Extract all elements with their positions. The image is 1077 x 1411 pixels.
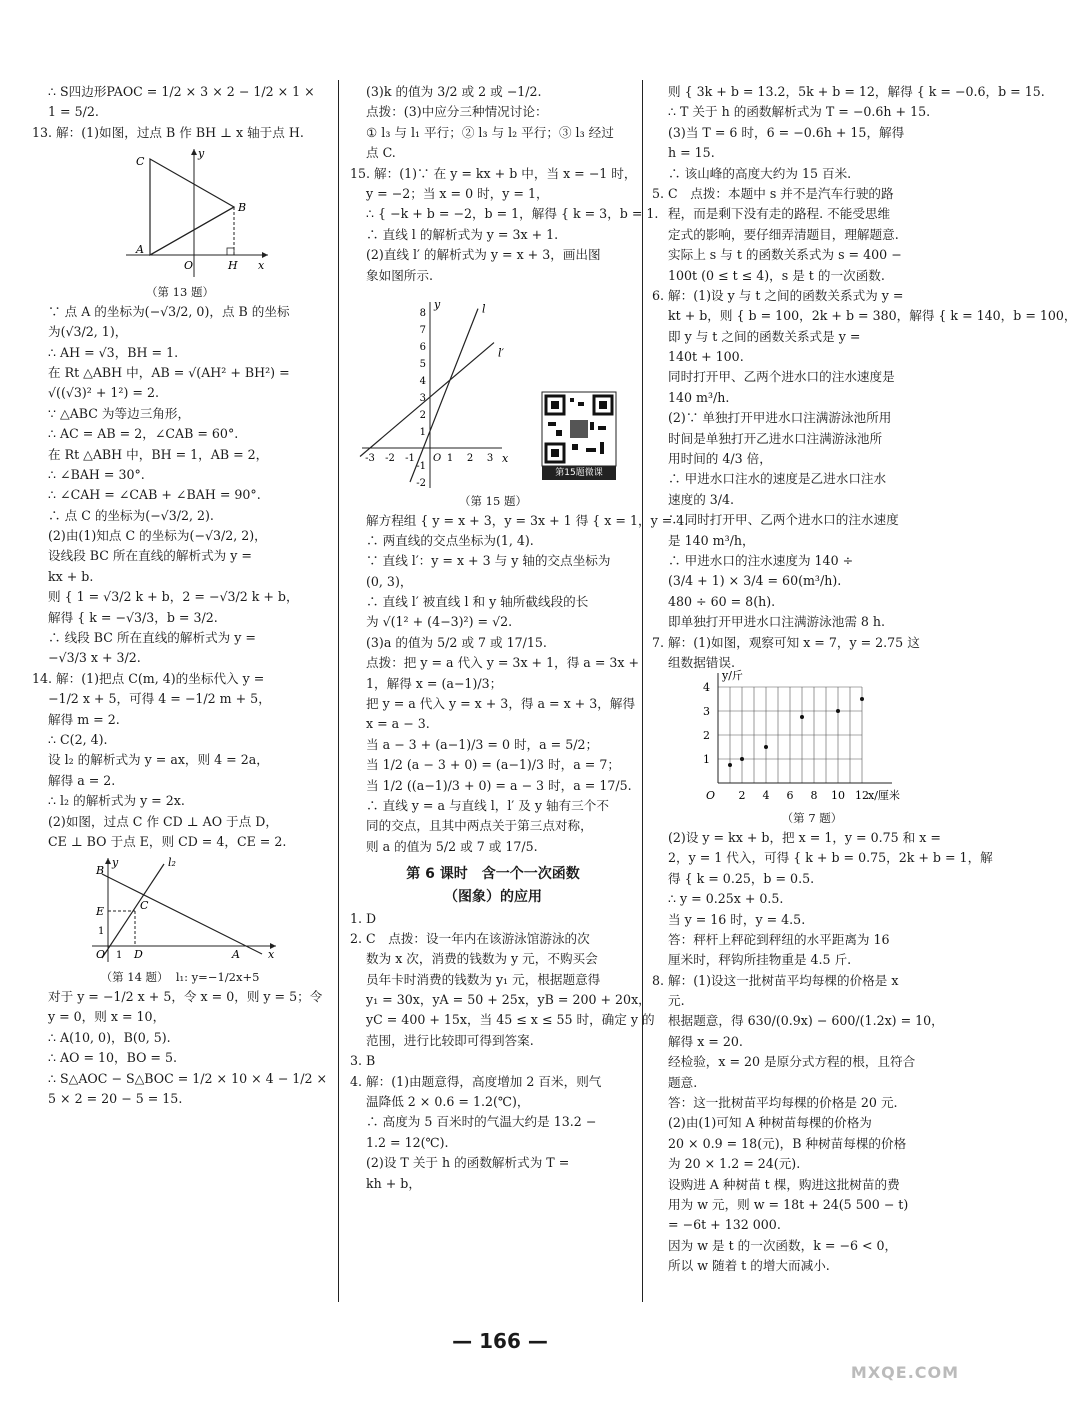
figure-15-chart — [360, 288, 530, 488]
equation-system: 解方程组 { y = x + 3，y = 3x + 1 得 { x = 1，y = 4. — [366, 512, 689, 528]
svg-text:A: A — [136, 243, 144, 257]
column-divider-2 — [642, 80, 643, 1302]
text-line: 温降低 2 × 0.6 = 1.2(℃)， — [366, 1094, 530, 1110]
text-line: 对于 y = −1/2 x + 5，令 x = 0，则 y = 5；令 — [48, 988, 323, 1004]
text-line: 为 20 × 1.2 = 24(元). — [668, 1156, 801, 1172]
text-line: 实际上 s 与 t 的函数关系式为 s = 400 − — [668, 247, 902, 263]
section-title: 第 6 课时 含一个一次函数 — [406, 866, 580, 883]
svg-text:y: y — [112, 856, 119, 870]
text-line: 1 = 5/2. — [48, 104, 99, 120]
svg-text:O: O — [96, 948, 106, 962]
text-line: −1/2 x + 5，可得 4 = −1/2 m + 5， — [48, 691, 271, 707]
text-line: ∴ S四边形PAOC = 1/2 × 3 × 2 − 1/2 × 1 × — [48, 84, 315, 99]
text-line: y = −2；当 x = 0 时，y = 1， — [366, 185, 549, 201]
figure-14 — [82, 854, 282, 966]
text-line: kx + b. — [48, 568, 94, 584]
x-tick-label: 8 — [810, 789, 818, 803]
x-tick-label: 2 — [466, 452, 474, 464]
y-tick-label: 1 — [419, 426, 426, 438]
text-line: ∴ y = 0.25x + 0.5. — [668, 891, 784, 907]
data-point — [836, 709, 840, 713]
column-1 — [32, 82, 328, 1109]
text-line: 员年卡时消费的钱数为 y₁ 元，根据题意得 — [366, 971, 601, 987]
text-line: CE ⊥ BO 于点 E，则 CD = 4，CE = 2. — [48, 833, 287, 849]
text-line: 解得 m = 2. — [48, 711, 120, 727]
y-tick-label: -1 — [416, 460, 426, 472]
text-line: (2)设 T 关于 h 的函数解析式为 T = — [366, 1155, 570, 1171]
text-line: 480 ÷ 60 = 8(h). — [668, 593, 776, 609]
y-tick-label: 4 — [419, 375, 426, 387]
text-line: 在 Rt △ABH 中，BH = 1，AB = 2， — [48, 446, 269, 462]
text-line: 元. — [668, 993, 685, 1009]
text-line: 为 √(1² + (4−3)²) = √2. — [366, 614, 513, 630]
text-line: 同的交点，且其中两点关于第三点对称， — [366, 818, 593, 834]
text-line: 当 1/2 (a − 3 + 0) = (a−1)/3 时，a = 7； — [366, 757, 620, 773]
y-tick-label: 2 — [703, 729, 710, 743]
text-line: 为(√3/2, 1)， — [48, 324, 128, 340]
answer-5: 5. C 点拨：本题中 s 并不是汽车行驶的路 — [652, 185, 894, 201]
figure-7-chart — [682, 669, 912, 807]
text-line: (2)如图，过点 C 作 CD ⊥ AO 于点 D， — [48, 813, 278, 829]
x-tick-label: 12 — [855, 789, 869, 803]
text-line: 定式的影响，要仔细弄清题目，理解题意. — [668, 226, 899, 242]
page-number: — 166 — — [452, 1329, 548, 1353]
text-line: = −6t + 132 000. — [668, 1217, 781, 1233]
x-tick-label: 2 — [738, 789, 746, 803]
text-line: 140 m³/h. — [668, 389, 730, 405]
x-tick-label: 6 — [786, 789, 794, 803]
text-line: 组数据错误. — [668, 654, 735, 670]
text-line: ∴ ∠BAH = 30°. — [48, 466, 145, 482]
tip-line: 点拨：把 y = a 代入 y = 3x + 1，得 a = 3x + — [366, 655, 640, 671]
text-line: 1.2 = 12(℃). — [366, 1134, 449, 1150]
svg-text:D: D — [134, 948, 143, 962]
svg-text:1: 1 — [116, 950, 123, 962]
text-line: −√3/3 x + 3/2. — [48, 650, 141, 666]
y-tick-label: 5 — [419, 358, 426, 370]
text-line: 则 a 的值为 5/2 或 7 或 17/5. — [366, 838, 538, 854]
figure-14-caption-text: （第 14 题） — [100, 970, 169, 985]
text-line: 同时打开甲、乙两个进水口的注水速度是 — [668, 369, 895, 385]
svg-text:y: y — [198, 147, 205, 161]
answer-8: 8. 解：(1)设这一批树苗平均每棵的价格是 x — [652, 972, 899, 988]
text-line: 当 1/2 ((a−1)/3 + 0) = a − 3 时，a = 17/5. — [366, 777, 632, 793]
y-tick-label: 4 — [703, 681, 710, 695]
text-line: ∴ T 关于 h 的函数解析式为 T = −0.6h + 15. — [668, 104, 931, 120]
text-line: (0, 3)， — [366, 573, 413, 589]
text-line: ∵ △ABC 为等边三角形， — [48, 405, 191, 421]
data-point — [860, 697, 864, 701]
text-line: (2)∵ 单独打开甲进水口注满游泳池所用 — [668, 410, 892, 426]
text-line: ∴ S△AOC − S△BOC = 1/2 × 10 × 4 − 1/2 × — [48, 1070, 328, 1086]
text-line: 根据题意，得 630/(0.9x) − 600/(1.2x) = 10， — [668, 1013, 944, 1029]
text-line: y₁ = 30x，yA = 50 + 25x，yB = 200 + 20x， — [366, 992, 651, 1008]
figure-14-line-label: l₁: y=−1/2x+5 — [175, 970, 260, 985]
text-line: 厘米时，秤钩所挂物重是 4.5 斤. — [668, 952, 852, 968]
svg-text:1: 1 — [98, 926, 105, 938]
y-tick-label: 2 — [419, 409, 426, 421]
text-line: (2)由(1)知点 C 的坐标为(−√3/2, 2)， — [48, 528, 267, 544]
section-subtitle: （图象）的应用 — [444, 888, 542, 905]
text-line: ∴ 两直线的交点坐标为(1, 4). — [366, 532, 534, 548]
text-line: 5 × 2 = 20 − 5 = 15. — [48, 1090, 183, 1106]
text-line: 用为 w 元，则 w = 18t + 24(5 500 − t) — [668, 1196, 909, 1212]
svg-text:H: H — [228, 259, 238, 273]
column-3 — [652, 82, 1077, 1277]
text-line: 设 l₂ 的解析式为 y = ax，则 4 = 2a， — [48, 752, 269, 768]
text-line: 点 C. — [366, 145, 396, 161]
data-point — [740, 757, 744, 761]
equation-system: 则 { 3k + b = 13.2，5k + b = 12，解得 { k = −0.6，b = 15. — [668, 84, 1045, 99]
y-tick-label: 6 — [419, 341, 426, 353]
text-line: 用时间的 4/3 倍， — [668, 451, 772, 467]
y-tick-label: 3 — [703, 705, 710, 719]
answer-1: 1. D — [350, 910, 377, 926]
text-line: 当 a − 3 + (a−1)/3 = 0 时，a = 5/2； — [366, 736, 599, 752]
x-tick-label: 10 — [831, 789, 845, 803]
text-line: 所以 w 随着 t 的增大而减小. — [668, 1258, 830, 1274]
series-label: l — [482, 302, 486, 316]
answer-6: 6. 解：(1)设 y 与 t 之间的函数关系式为 y = — [652, 287, 904, 303]
text-line: y = 0，则 x = 10， — [48, 1009, 166, 1025]
svg-text:O: O — [184, 259, 194, 273]
data-point — [764, 745, 768, 749]
answer-2: 2. C 点拨：设一年内在该游泳馆游泳的次 — [350, 930, 590, 946]
figure-13-caption: （第 13 题） — [146, 285, 214, 300]
answer-3: 3. B — [350, 1053, 376, 1069]
text-line: 即单独打开甲进水口注满游泳池需 8 h. — [668, 614, 886, 630]
x-tick-label: 3 — [486, 452, 494, 464]
figure-15-block — [350, 286, 636, 492]
text-line: ∵ 同时打开甲、乙两个进水口的注水速度 — [668, 512, 899, 528]
text-line: 题意. — [668, 1074, 698, 1090]
y-tick-label: 3 — [419, 392, 426, 404]
text-line: 解得 a = 2. — [48, 772, 116, 788]
text-line: 解得 x = 20. — [668, 1033, 743, 1049]
text-line: ∴ 直线 l′ 被直线 l 和 y 轴所截线段的长 — [366, 594, 589, 610]
svg-text:l₂: l₂ — [168, 856, 176, 870]
y-axis-label: y — [434, 297, 441, 311]
text-line: x = a − 3. — [366, 716, 430, 732]
qr-code[interactable] — [542, 392, 616, 466]
answer-4: 4. 解：(1)由题意得，高度增加 2 百米，则气 — [350, 1073, 602, 1089]
text-line: ∴ 甲进水口注水的速度是乙进水口注水 — [668, 471, 887, 487]
qr-label: 第15题微课 — [542, 466, 616, 480]
text-line: ∴ 高度为 5 百米时的气温大约是 13.2 − — [366, 1114, 597, 1130]
y-tick-label: 7 — [419, 324, 426, 336]
text-line: 速度的 3/4. — [668, 491, 735, 507]
equation-system: 2，y = 1 代入，可得 { k + b = 0.75，2k + b = 1，解 — [668, 850, 993, 866]
equation-system: kt + b，则 { b = 100，2k + b = 380，解得 { k = 140，b = 100， — [668, 308, 1077, 324]
x-axis-label: x — [502, 451, 509, 465]
text-line: ∴ AO = 10，BO = 5. — [48, 1050, 177, 1066]
figure-15-caption: （第 15 题） — [459, 493, 527, 508]
text-line: kh + b， — [366, 1175, 421, 1191]
y-tick-label: -2 — [416, 477, 426, 489]
svg-text:x: x — [268, 948, 275, 962]
text-line: 把 y = a 代入 y = x + 3，得 a = x + 3，解得 — [366, 696, 636, 712]
svg-text:x: x — [258, 259, 265, 273]
figure-14-caption — [32, 968, 328, 987]
text-line: 即 y 与 t 之间的函数关系式是 y = — [668, 328, 861, 344]
text-line: (3/4 + 1) × 3/4 = 60(m³/h). — [668, 573, 842, 589]
problem-14-heading: 14. 解：(1)把点 C(m, 4)的坐标代入 y = — [32, 670, 265, 686]
x-tick-label: -1 — [405, 452, 415, 464]
text-line: 数为 x 次，消费的钱数为 y 元，不购买会 — [366, 951, 598, 967]
text-line: √((√3)² + 1²) = 2. — [48, 385, 159, 401]
text-line: 答：这一批树苗平均每棵的价格是 20 元. — [668, 1095, 898, 1111]
text-line: ∴ A(10, 0)，B(0, 5). — [48, 1029, 171, 1045]
text-line: ∵ 点 A 的坐标为(−√3/2, 0)，点 B 的坐标 — [48, 303, 290, 319]
text-line: (3)k 的值为 3/2 或 2 或 −1/2. — [366, 84, 542, 99]
text-line: 1，解得 x = (a−1)/3； — [366, 675, 503, 691]
text-line: (2)设 y = kx + b，把 x = 1，y = 0.75 和 x = — [668, 829, 941, 845]
text-line: (3)当 T = 6 时，6 = −0.6h + 15，解得 — [668, 124, 905, 140]
equation-system: 则 { 1 = √3/2 k + b，2 = −√3/2 k + b， — [48, 589, 299, 605]
text-line: 范围，进行比较即可得到答案. — [366, 1032, 534, 1048]
equation-solution: 得 { k = 0.25，b = 0.5. — [668, 870, 815, 886]
svg-text:B: B — [238, 201, 247, 215]
text-line: yC = 400 + 15x，当 45 ≤ x ≤ 55 时，确定 y 的 — [366, 1012, 655, 1028]
svg-text:B: B — [96, 864, 105, 878]
column-2 — [350, 82, 689, 1194]
text-line: ∴ ∠CAH = ∠CAB + ∠BAH = 90°. — [48, 487, 261, 503]
text-line: ∴ 甲进水口的注水速度为 140 ÷ — [668, 552, 854, 568]
text-line: ∴ l₂ 的解析式为 y = 2x. — [48, 793, 185, 809]
text-line: 20 × 0.9 = 18(元)，B 种树苗每棵的价格 — [668, 1135, 907, 1151]
text-line: (2)直线 l′ 的解析式为 y = x + 3，画出图 — [366, 247, 601, 263]
tip-line: 点拨：(3)中应分三种情况讨论： — [366, 104, 548, 120]
problem-15-heading: 15. 解：(1)∵ 在 y = kx + b 中，当 x = −1 时， — [350, 165, 637, 181]
text-line: 答：秤杆上秤砣到秤纽的水平距离为 16 — [668, 931, 890, 947]
text-line: 当 y = 16 时，y = 4.5. — [668, 911, 806, 927]
problem-13-heading: 13. 解：(1)如图，过点 B 作 BH ⊥ x 轴于点 H. — [32, 124, 304, 140]
text-line: ∴ C(2, 4). — [48, 732, 108, 747]
y-axis-label: y/斤 — [722, 669, 743, 683]
x-tick-label: -2 — [385, 452, 395, 464]
text-line: (3)a 的值为 5/2 或 7 或 17/15. — [366, 634, 547, 650]
text-line: ∴ 直线 l 的解析式为 y = 3x + 1. — [366, 226, 559, 242]
answer-7: 7. 解：(1)如图，观察可知 x = 7，y = 2.75 这 — [652, 634, 920, 650]
text-line: ① l₃ 与 l₁ 平行；② l₃ 与 l₂ 平行；③ l₃ 经过 — [366, 124, 614, 140]
text-line: 设购进 A 种树苗 t 棵，购进这批树苗的费 — [668, 1176, 900, 1192]
text-line: 因为 w 是 t 的一次函数，k = −6 < 0， — [668, 1237, 898, 1253]
text-line: 象如图所示. — [366, 267, 433, 283]
text-line: 经检验，x = 20 是原分式方程的根，且符合 — [668, 1054, 916, 1070]
equation-solution: 解得 { k = −√3/3，b = 3/2. — [48, 609, 218, 625]
series-label: l′ — [498, 346, 505, 360]
text-line: h = 15. — [668, 145, 715, 161]
text-line: 设线段 BC 所在直线的解析式为 y = — [48, 548, 252, 564]
x-tick-label: 1 — [446, 452, 454, 464]
svg-text:A: A — [232, 948, 240, 962]
svg-text:C: C — [136, 155, 145, 169]
text-line: 是 140 m³/h， — [668, 532, 755, 548]
equation-system: ∴ { −k + b = −2，b = 1，解得 { k = 3，b = 1. — [366, 206, 659, 222]
data-point — [800, 715, 804, 719]
y-tick-label: 1 — [703, 753, 710, 767]
data-point — [728, 763, 732, 767]
text-line: ∴ 该山峰的高度大约为 15 百米. — [668, 165, 852, 181]
column-divider-1 — [338, 80, 339, 1302]
origin-label: O — [433, 452, 442, 464]
x-axis-label: x/厘米 — [868, 789, 900, 803]
text-line: ∵ 直线 l′：y = x + 3 与 y 轴的交点坐标为 — [366, 553, 611, 569]
text-line: (2)由(1)可知 A 种树苗每棵的价格为 — [668, 1115, 872, 1131]
x-tick-label: -3 — [365, 452, 375, 464]
text-line: ∴ 直线 y = a 与直线 l，l′ 及 y 轴有三个不 — [366, 798, 609, 813]
origin-label: O — [706, 789, 716, 803]
x-tick-label: 4 — [762, 789, 770, 803]
text-line: 时间是单独打开乙进水口注满游泳池所 — [668, 430, 883, 446]
svg-text:C: C — [140, 899, 149, 913]
text-line: 在 Rt △ABH 中，AB = √(AH² + BH²) = — [48, 364, 290, 380]
text-line: 程，而是剩下没有走的路程. 不能受思维 — [668, 206, 891, 222]
text-line: ∴ 线段 BC 所在直线的解析式为 y = — [48, 630, 256, 646]
text-line: ∴ 点 C 的坐标为(−√3/2, 2). — [48, 507, 214, 523]
figure-13 — [122, 145, 272, 281]
text-line: 100t (0 ≤ t ≤ 4)，s 是 t 的一次函数. — [668, 267, 885, 283]
text-line: ∴ AC = AB = 2，∠CAB = 60°. — [48, 426, 239, 442]
figure-7-caption: （第 7 题） — [781, 811, 843, 826]
watermark: MXQE.COM — [850, 1363, 960, 1382]
text-line: ∴ AH = √3，BH = 1. — [48, 344, 179, 360]
y-tick-label: 8 — [419, 307, 426, 319]
text-line: 140t + 100. — [668, 349, 744, 365]
svg-text:E: E — [96, 905, 105, 919]
